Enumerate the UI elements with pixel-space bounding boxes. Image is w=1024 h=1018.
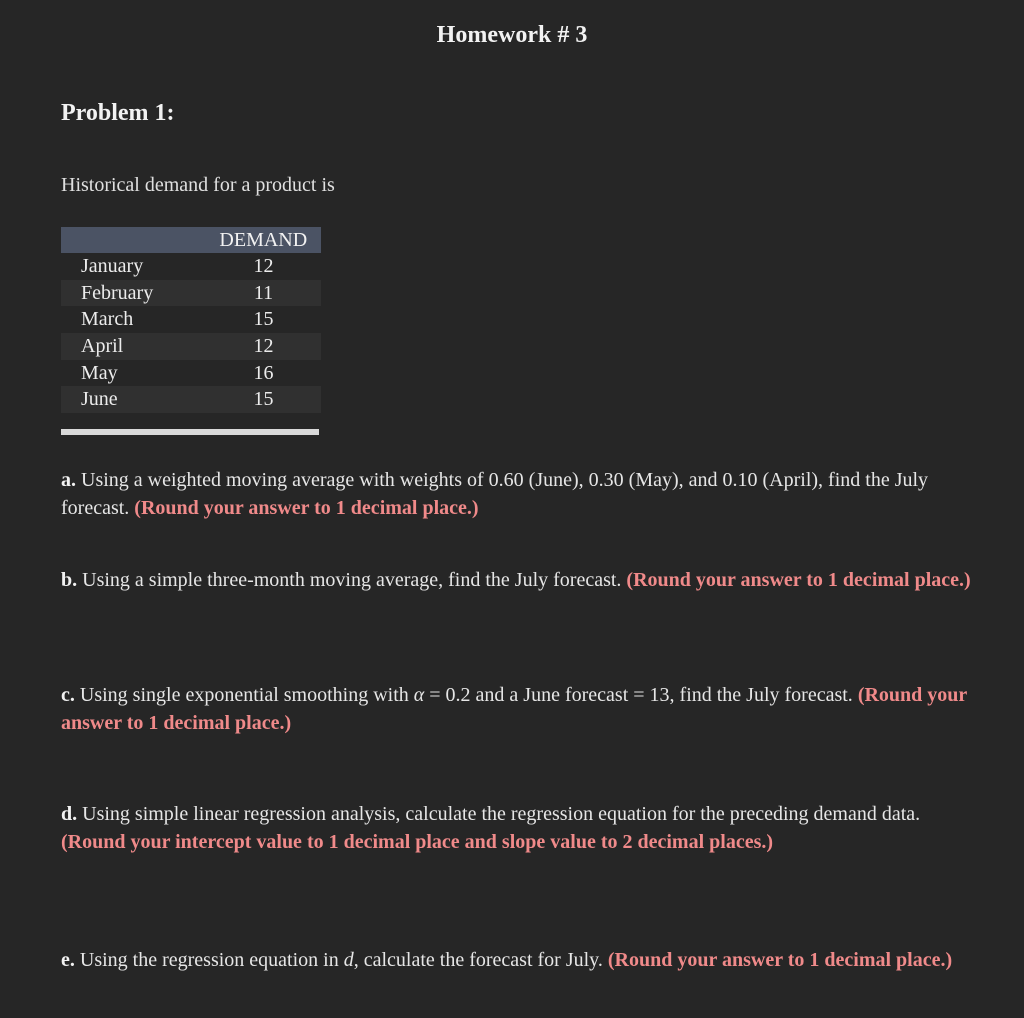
question-c-text-pre: Using single exponential smoothing with — [74, 684, 414, 706]
demand-table — [61, 227, 321, 413]
question-e-ref: d — [343, 949, 354, 971]
table-header-demand: DEMAND — [219, 228, 308, 251]
question-b-text: Using a simple three-month moving average, find the July forecast. — [77, 569, 627, 591]
question-b-letter: b. — [61, 569, 78, 591]
table-cell-month: January — [81, 254, 144, 277]
table-cell-demand: 12 — [253, 334, 274, 357]
table-row — [61, 306, 321, 333]
question-c-rounding-note: (Round your answer to 1 decimal place.) — [61, 684, 967, 734]
alpha-symbol: α — [413, 684, 425, 706]
question-c-text-post: = 0.2 and a June forecast = 13, find the July forecast. — [424, 684, 858, 706]
question-d-letter: d. — [61, 803, 78, 825]
question-b-rounding-note: (Round your answer to 1 decimal place.) — [626, 569, 971, 591]
table-cell-month: May — [81, 361, 118, 384]
question-d-rounding-note: (Round your intercept value to 1 decimal place and slope value to 2 decimal places.) — [61, 831, 774, 853]
table-row — [61, 280, 321, 307]
question-e-text-post: , calculate the forecast for July. — [353, 949, 608, 971]
table-row — [61, 386, 321, 413]
question-a-text: Using a weighted moving average with weights of 0.60 (June), 0.30 (May), and 0.10 (April), find the July forecast. — [61, 469, 929, 519]
table-header-row — [61, 227, 321, 253]
question-e-text-pre: Using the regression equation in — [74, 949, 344, 971]
question-a — [61, 466, 971, 522]
problem-heading: Problem 1: — [61, 100, 175, 126]
table-cell-demand: 15 — [253, 388, 274, 411]
table-row — [61, 333, 321, 360]
question-c — [61, 681, 971, 737]
table-row — [61, 253, 321, 280]
table-cell-month: April — [81, 334, 124, 357]
table-cell-demand: 15 — [253, 308, 274, 331]
question-a-letter: a. — [61, 469, 76, 491]
question-d-text: Using simple linear regression analysis, calculate the regression equation for the preceding demand data. — [77, 803, 921, 825]
question-d — [61, 800, 971, 856]
table-cell-demand: 11 — [253, 281, 274, 304]
question-a-rounding-note: (Round your answer to 1 decimal place.) — [134, 497, 479, 519]
question-e-rounding-note: (Round your answer to 1 decimal place.) — [607, 949, 953, 971]
page-title: Homework # 3 — [436, 22, 588, 48]
table-bottom-rule — [61, 429, 319, 435]
intro-text: Historical demand for a product is — [61, 174, 335, 196]
table-row — [61, 360, 321, 387]
question-e-letter: e. — [61, 949, 75, 971]
table-cell-month: June — [81, 388, 118, 411]
table-cell-demand: 12 — [253, 254, 274, 277]
question-e — [61, 946, 971, 974]
question-c-letter: c. — [61, 684, 75, 706]
table-cell-demand: 16 — [253, 361, 274, 384]
table-cell-month: March — [81, 308, 134, 331]
question-b — [61, 566, 971, 594]
table-cell-month: February — [81, 281, 154, 304]
